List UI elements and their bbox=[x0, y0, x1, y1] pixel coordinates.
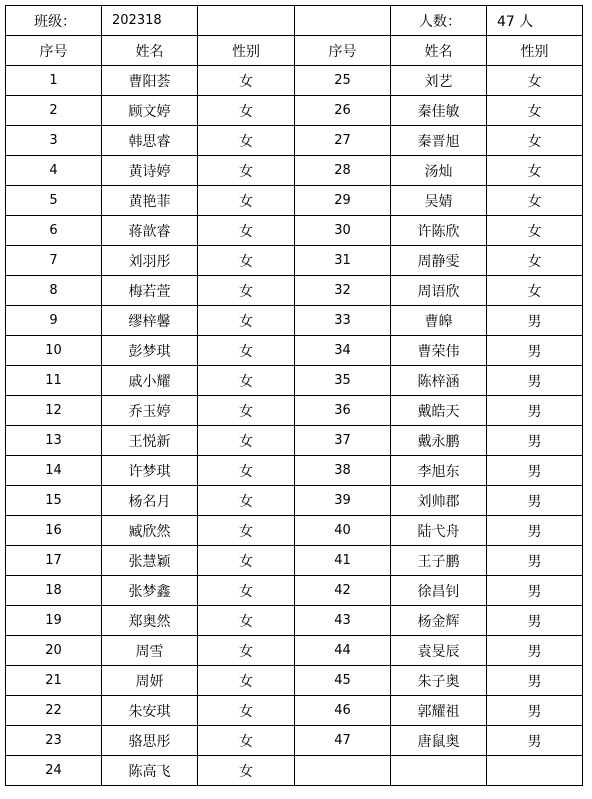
cell-name bbox=[391, 756, 487, 786]
cell-name: 朱安琪 bbox=[102, 696, 198, 726]
cell-gender: 女 bbox=[198, 456, 295, 486]
cell-seq: 36 bbox=[295, 396, 391, 426]
column-header-name: 姓名 bbox=[102, 36, 198, 66]
cell-name: 李旭东 bbox=[391, 456, 487, 486]
table-row bbox=[6, 336, 583, 366]
cell-gender: 女 bbox=[487, 66, 583, 96]
table-row bbox=[6, 456, 583, 486]
cell-seq: 32 bbox=[295, 276, 391, 306]
table-row bbox=[6, 606, 583, 636]
cell-seq: 3 bbox=[6, 126, 102, 156]
cell-seq: 4 bbox=[6, 156, 102, 186]
cell-gender: 女 bbox=[487, 126, 583, 156]
cell-name: 汤灿 bbox=[391, 156, 487, 186]
cell-seq: 9 bbox=[6, 306, 102, 336]
cell-name: 杨名月 bbox=[102, 486, 198, 516]
table-row bbox=[6, 96, 583, 126]
table-row bbox=[6, 126, 583, 156]
cell-seq: 46 bbox=[295, 696, 391, 726]
cell-gender: 女 bbox=[198, 486, 295, 516]
cell-seq: 39 bbox=[295, 486, 391, 516]
cell-gender: 男 bbox=[487, 516, 583, 546]
cell-gender: 女 bbox=[198, 186, 295, 216]
cell-gender: 女 bbox=[487, 246, 583, 276]
cell-gender: 男 bbox=[487, 306, 583, 336]
cell-name: 曹荣伟 bbox=[391, 336, 487, 366]
cell-seq: 16 bbox=[6, 516, 102, 546]
cell-name: 许陈欣 bbox=[391, 216, 487, 246]
cell-name: 秦晋旭 bbox=[391, 126, 487, 156]
cell-seq: 13 bbox=[6, 426, 102, 456]
cell-seq: 42 bbox=[295, 576, 391, 606]
cell-name: 黄艳菲 bbox=[102, 186, 198, 216]
cell-seq: 35 bbox=[295, 366, 391, 396]
cell-gender: 男 bbox=[487, 366, 583, 396]
cell-name: 戴皓天 bbox=[391, 396, 487, 426]
cell-seq: 45 bbox=[295, 666, 391, 696]
cell-seq: 47 bbox=[295, 726, 391, 756]
cell-seq: 15 bbox=[6, 486, 102, 516]
cell-seq: 25 bbox=[295, 66, 391, 96]
table-row bbox=[6, 216, 583, 246]
cell-seq: 22 bbox=[6, 696, 102, 726]
cell-gender: 女 bbox=[487, 276, 583, 306]
column-header-row bbox=[6, 36, 583, 66]
cell-name: 刘艺 bbox=[391, 66, 487, 96]
cell-seq: 43 bbox=[295, 606, 391, 636]
cell-name: 袁旻辰 bbox=[391, 636, 487, 666]
cell-name: 蒋歆睿 bbox=[102, 216, 198, 246]
roster-body bbox=[6, 6, 583, 786]
cell-gender: 男 bbox=[487, 726, 583, 756]
cell-name: 王子鹏 bbox=[391, 546, 487, 576]
table-row bbox=[6, 186, 583, 216]
cell-gender: 女 bbox=[198, 96, 295, 126]
cell-gender: 男 bbox=[487, 696, 583, 726]
class-value: 202318 bbox=[102, 6, 198, 36]
cell-seq: 1 bbox=[6, 66, 102, 96]
cell-seq bbox=[295, 756, 391, 786]
cell-gender: 女 bbox=[198, 246, 295, 276]
table-row bbox=[6, 636, 583, 666]
cell-seq: 14 bbox=[6, 456, 102, 486]
cell-name: 许梦琪 bbox=[102, 456, 198, 486]
cell-gender: 女 bbox=[198, 726, 295, 756]
cell-name: 曹阳荟 bbox=[102, 66, 198, 96]
cell-seq: 19 bbox=[6, 606, 102, 636]
cell-gender: 女 bbox=[198, 156, 295, 186]
cell-seq: 34 bbox=[295, 336, 391, 366]
cell-name: 郭耀祖 bbox=[391, 696, 487, 726]
cell-name: 刘羽彤 bbox=[102, 246, 198, 276]
table-row bbox=[6, 546, 583, 576]
cell-seq: 12 bbox=[6, 396, 102, 426]
cell-gender: 女 bbox=[198, 696, 295, 726]
cell-gender: 女 bbox=[198, 336, 295, 366]
cell-name: 唐鼠奥 bbox=[391, 726, 487, 756]
cell-name: 周静雯 bbox=[391, 246, 487, 276]
cell-gender: 女 bbox=[487, 216, 583, 246]
cell-name: 徐昌钊 bbox=[391, 576, 487, 606]
table-row bbox=[6, 696, 583, 726]
cell-seq: 10 bbox=[6, 336, 102, 366]
cell-name: 秦佳敏 bbox=[391, 96, 487, 126]
count-value: 47 人 bbox=[487, 6, 583, 36]
cell-seq: 27 bbox=[295, 126, 391, 156]
cell-name: 骆思彤 bbox=[102, 726, 198, 756]
cell-gender: 男 bbox=[487, 426, 583, 456]
cell-name: 曹皞 bbox=[391, 306, 487, 336]
cell-name: 陆弋舟 bbox=[391, 516, 487, 546]
cell-gender: 女 bbox=[198, 306, 295, 336]
cell-seq: 5 bbox=[6, 186, 102, 216]
cell-gender: 女 bbox=[198, 546, 295, 576]
cell-name: 郑奥然 bbox=[102, 606, 198, 636]
cell-seq: 7 bbox=[6, 246, 102, 276]
cell-name: 戴永鹏 bbox=[391, 426, 487, 456]
cell-seq: 23 bbox=[6, 726, 102, 756]
cell-name: 乔玉婷 bbox=[102, 396, 198, 426]
table-row bbox=[6, 246, 583, 276]
table-row bbox=[6, 426, 583, 456]
cell-seq: 26 bbox=[295, 96, 391, 126]
table-row bbox=[6, 396, 583, 426]
empty-cell bbox=[295, 6, 391, 36]
cell-seq: 28 bbox=[295, 156, 391, 186]
cell-seq: 21 bbox=[6, 666, 102, 696]
cell-seq: 37 bbox=[295, 426, 391, 456]
cell-gender bbox=[487, 756, 583, 786]
table-row bbox=[6, 726, 583, 756]
column-header-gender: 性别 bbox=[487, 36, 583, 66]
cell-gender: 女 bbox=[198, 576, 295, 606]
cell-gender: 女 bbox=[487, 156, 583, 186]
cell-name: 黄诗婷 bbox=[102, 156, 198, 186]
cell-gender: 男 bbox=[487, 666, 583, 696]
cell-seq: 40 bbox=[295, 516, 391, 546]
cell-name: 顾文婷 bbox=[102, 96, 198, 126]
cell-gender: 男 bbox=[487, 396, 583, 426]
cell-seq: 41 bbox=[295, 546, 391, 576]
cell-seq: 30 bbox=[295, 216, 391, 246]
column-header-seq: 序号 bbox=[295, 36, 391, 66]
cell-seq: 20 bbox=[6, 636, 102, 666]
column-header-name: 姓名 bbox=[391, 36, 487, 66]
cell-gender: 女 bbox=[198, 516, 295, 546]
cell-name: 朱子奥 bbox=[391, 666, 487, 696]
cell-gender: 男 bbox=[487, 606, 583, 636]
cell-gender: 女 bbox=[198, 606, 295, 636]
cell-gender: 男 bbox=[487, 456, 583, 486]
cell-name: 陈高飞 bbox=[102, 756, 198, 786]
cell-name: 梅若萱 bbox=[102, 276, 198, 306]
table-row bbox=[6, 666, 583, 696]
cell-gender: 女 bbox=[198, 66, 295, 96]
cell-seq: 29 bbox=[295, 186, 391, 216]
cell-seq: 31 bbox=[295, 246, 391, 276]
table-row bbox=[6, 276, 583, 306]
cell-gender: 男 bbox=[487, 336, 583, 366]
table-row bbox=[6, 66, 583, 96]
column-header-seq: 序号 bbox=[6, 36, 102, 66]
cell-gender: 女 bbox=[487, 186, 583, 216]
cell-name: 杨金辉 bbox=[391, 606, 487, 636]
cell-gender: 女 bbox=[198, 126, 295, 156]
cell-gender: 女 bbox=[198, 756, 295, 786]
cell-gender: 女 bbox=[487, 96, 583, 126]
cell-name: 张慧颖 bbox=[102, 546, 198, 576]
column-header-gender: 性别 bbox=[198, 36, 295, 66]
class-label: 班级： bbox=[6, 6, 102, 36]
cell-seq: 11 bbox=[6, 366, 102, 396]
table-row bbox=[6, 516, 583, 546]
cell-gender: 女 bbox=[198, 636, 295, 666]
cell-seq: 8 bbox=[6, 276, 102, 306]
cell-name: 缪梓馨 bbox=[102, 306, 198, 336]
cell-name: 周雪 bbox=[102, 636, 198, 666]
cell-name: 周语欣 bbox=[391, 276, 487, 306]
count-label: 人数： bbox=[391, 6, 487, 36]
cell-name: 刘帅郡 bbox=[391, 486, 487, 516]
cell-name: 韩思睿 bbox=[102, 126, 198, 156]
cell-gender: 男 bbox=[487, 546, 583, 576]
cell-gender: 男 bbox=[487, 576, 583, 606]
cell-seq: 17 bbox=[6, 546, 102, 576]
cell-name: 吴婧 bbox=[391, 186, 487, 216]
cell-name: 彭梦琪 bbox=[102, 336, 198, 366]
class-roster-table bbox=[5, 5, 583, 786]
cell-seq: 24 bbox=[6, 756, 102, 786]
cell-name: 戚小耀 bbox=[102, 366, 198, 396]
cell-seq: 6 bbox=[6, 216, 102, 246]
cell-gender: 男 bbox=[487, 636, 583, 666]
table-row bbox=[6, 486, 583, 516]
class-info-row bbox=[6, 6, 583, 36]
cell-seq: 33 bbox=[295, 306, 391, 336]
cell-gender: 女 bbox=[198, 366, 295, 396]
table-row bbox=[6, 576, 583, 606]
cell-gender: 女 bbox=[198, 396, 295, 426]
cell-name: 陈梓涵 bbox=[391, 366, 487, 396]
cell-seq: 18 bbox=[6, 576, 102, 606]
cell-gender: 女 bbox=[198, 216, 295, 246]
cell-gender: 女 bbox=[198, 666, 295, 696]
cell-seq: 38 bbox=[295, 456, 391, 486]
table-row bbox=[6, 366, 583, 396]
cell-gender: 女 bbox=[198, 276, 295, 306]
cell-name: 张梦鑫 bbox=[102, 576, 198, 606]
table-row bbox=[6, 756, 583, 786]
cell-seq: 44 bbox=[295, 636, 391, 666]
empty-cell bbox=[198, 6, 295, 36]
cell-gender: 女 bbox=[198, 426, 295, 456]
cell-name: 周妍 bbox=[102, 666, 198, 696]
table-row bbox=[6, 156, 583, 186]
cell-seq: 2 bbox=[6, 96, 102, 126]
cell-gender: 男 bbox=[487, 486, 583, 516]
cell-name: 臧欣然 bbox=[102, 516, 198, 546]
cell-name: 王悦新 bbox=[102, 426, 198, 456]
table-row bbox=[6, 306, 583, 336]
